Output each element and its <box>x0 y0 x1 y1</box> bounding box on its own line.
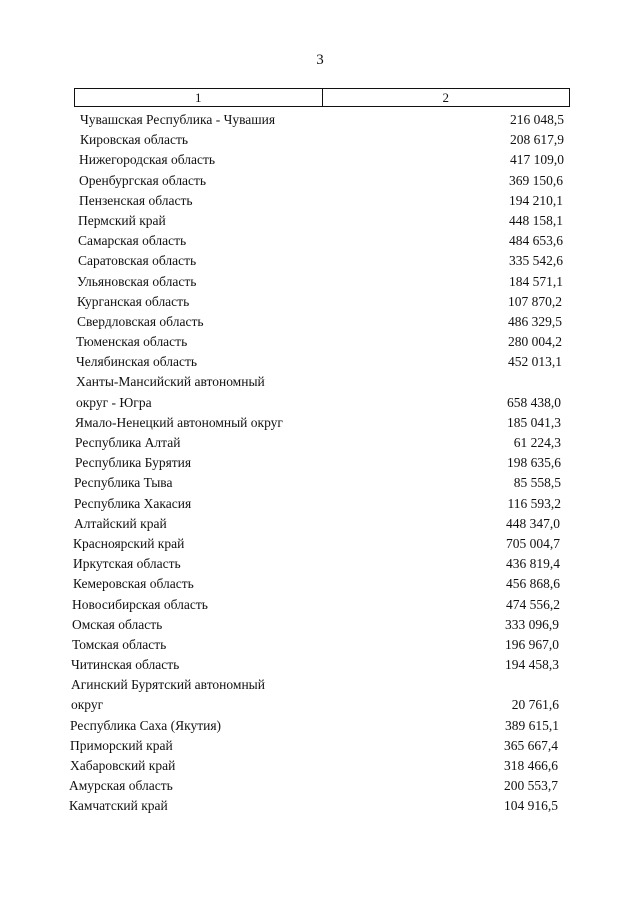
region-value: 474 556,2 <box>506 596 560 612</box>
region-value: 333 096,9 <box>505 616 559 632</box>
table-row <box>0 191 640 211</box>
region-value: 185 041,3 <box>507 414 561 430</box>
region-value: 484 653,6 <box>509 233 563 249</box>
region-value: 85 558,5 <box>513 475 561 491</box>
region-value: 452 013,1 <box>508 354 562 370</box>
table-row <box>0 332 640 352</box>
region-name: Челябинская область <box>76 354 198 370</box>
region-name: Томская область <box>72 636 167 652</box>
region-name: Красноярский край <box>73 535 185 551</box>
region-name: Новосибирская область <box>72 596 208 612</box>
region-name: Ямало-Ненецкий автономный округ <box>75 414 283 430</box>
region-value: 216 048,5 <box>510 112 564 127</box>
region-name: Саратовская область <box>78 253 197 269</box>
region-name: Алтайский край <box>74 515 167 531</box>
table-row <box>0 372 640 392</box>
region-value: 389 615,1 <box>505 717 559 733</box>
table-row <box>0 352 640 372</box>
region-name: Приморский край <box>70 737 173 753</box>
region-value: 486 329,5 <box>508 313 562 329</box>
region-value: 456 868,6 <box>506 576 560 592</box>
region-value: 184 571,1 <box>509 273 563 289</box>
region-name: Читинская область <box>71 657 180 673</box>
region-name: Агинский Бурятский автономный <box>71 677 265 693</box>
region-name: Республика Саха (Якутия) <box>70 717 222 733</box>
table-row <box>0 655 640 675</box>
region-name: Курганская область <box>77 293 190 309</box>
page-number: 3 <box>316 52 324 68</box>
region-name: Иркутская область <box>73 556 181 572</box>
region-value: 61 224,3 <box>513 435 561 450</box>
table-row <box>0 413 640 433</box>
table-row <box>0 595 640 615</box>
region-name: Камчатский край <box>69 798 168 814</box>
region-value: 20 761,6 <box>511 697 559 713</box>
region-name: Республика Хакасия <box>74 495 192 511</box>
region-name: Республика Бурятия <box>75 455 192 471</box>
table-row <box>0 615 640 635</box>
region-name: Пензенская область <box>79 192 193 208</box>
region-value: 104 916,5 <box>504 798 558 814</box>
table-body <box>0 110 640 817</box>
region-value: 417 109,0 <box>510 152 564 168</box>
region-value: 658 438,0 <box>507 394 561 410</box>
table-row <box>0 433 640 453</box>
region-name: Оренбургская область <box>79 172 207 188</box>
region-value: 194 210,1 <box>509 192 563 208</box>
region-name: округ <box>71 697 104 713</box>
table-row <box>0 534 640 554</box>
region-value: 194 458,3 <box>505 657 559 673</box>
region-name: Кировская область <box>80 132 189 148</box>
table-row <box>0 695 640 715</box>
table-row <box>0 574 640 594</box>
column-header-2: 2 <box>322 89 570 106</box>
table-row <box>0 292 640 312</box>
region-value: 200 553,7 <box>504 778 558 794</box>
table-row <box>0 251 640 271</box>
region-name: Свердловская область <box>77 313 204 329</box>
region-name: Ульяновская область <box>77 273 197 289</box>
table-row <box>0 231 640 251</box>
region-value: 116 593,2 <box>507 495 561 511</box>
region-name: округ - Югра <box>76 394 152 410</box>
region-name: Тюменская область <box>76 334 188 350</box>
table-row <box>0 110 640 130</box>
region-name: Самарская область <box>78 233 187 249</box>
table-row <box>0 776 640 796</box>
table-row <box>0 171 640 191</box>
region-name: Амурская область <box>69 778 173 794</box>
region-name: Хабаровский край <box>70 758 176 773</box>
table-row <box>0 635 640 655</box>
region-name: Кемеровская область <box>73 576 194 592</box>
region-name: Республика Алтай <box>75 435 181 450</box>
region-name: Пермский край <box>78 212 166 228</box>
region-name: Нижегородская область <box>79 152 216 168</box>
region-name: Республика Тыва <box>74 475 173 491</box>
table-row <box>0 453 640 473</box>
region-value: 335 542,6 <box>509 253 563 269</box>
table-row <box>0 272 640 292</box>
region-value: 448 158,1 <box>509 212 563 228</box>
table-row <box>0 150 640 170</box>
column-header-1: 1 <box>195 90 202 105</box>
region-name: Омская область <box>72 616 163 632</box>
table-row <box>0 796 640 816</box>
table-row <box>0 211 640 231</box>
table-row <box>0 756 640 776</box>
table-row <box>0 716 640 736</box>
table-row <box>0 393 640 413</box>
region-value: 369 150,6 <box>509 172 563 188</box>
region-value: 448 347,0 <box>506 515 560 531</box>
table-row <box>0 473 640 493</box>
table-row <box>0 675 640 695</box>
region-name: Ханты-Мансийский автономный <box>76 374 265 390</box>
table-row <box>0 736 640 756</box>
table-row <box>0 494 640 514</box>
table-row <box>0 130 640 150</box>
table-row <box>0 514 640 534</box>
table-header <box>74 88 570 107</box>
table-row <box>0 312 640 332</box>
region-value: 198 635,6 <box>507 455 561 471</box>
region-value: 196 967,0 <box>505 636 559 652</box>
table-row <box>0 554 640 574</box>
region-name: Чувашская Республика - Чувашия <box>80 112 276 127</box>
region-value: 705 004,7 <box>506 535 560 551</box>
region-value: 318 466,6 <box>504 758 558 773</box>
region-value: 365 667,4 <box>504 737 558 753</box>
region-value: 436 819,4 <box>506 556 560 572</box>
region-value: 107 870,2 <box>508 293 562 309</box>
region-value: 280 004,2 <box>508 334 562 350</box>
region-value: 208 617,9 <box>510 132 564 148</box>
